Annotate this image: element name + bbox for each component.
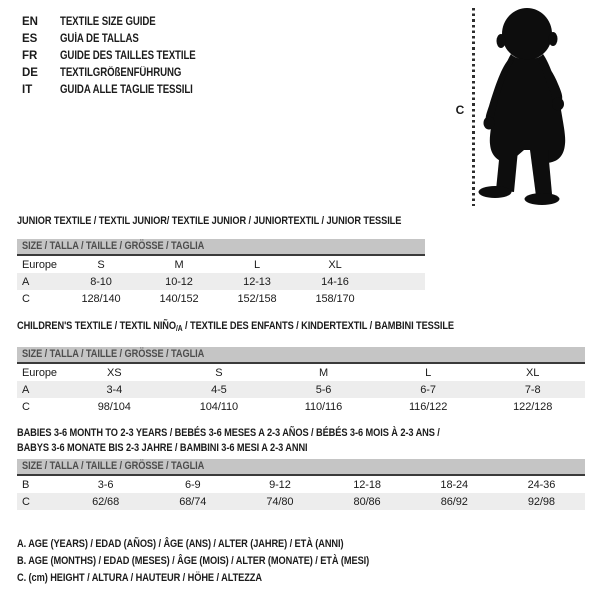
table-cell: 8-10 xyxy=(90,275,112,288)
table-cell: 6-9 xyxy=(184,478,201,491)
baby-figure xyxy=(448,0,600,216)
legend-line-a xyxy=(17,536,436,553)
table-cell: 152/158 xyxy=(237,292,277,305)
row-label: C xyxy=(22,292,30,305)
language-code: FR xyxy=(22,49,38,62)
junior-title-text: JUNIOR TEXTILE / TEXTIL JUNIOR/ TEXTILE JUNIOR / JUNIORTEXTIL / JUNIOR TESSILE xyxy=(17,215,402,227)
table-cell: 7-8 xyxy=(524,383,541,396)
size-bar xyxy=(17,239,425,256)
row-label: A xyxy=(22,275,30,288)
language-label: TEXTILE SIZE GUIDE xyxy=(60,15,156,28)
babies-section xyxy=(17,426,585,510)
legend-line-b-text: B. AGE (MONTHS) / EDAD (MESES) / ÂGE (MOIS) / ALTER (MONATE) / ETÀ (MESI) xyxy=(17,555,370,567)
row-label: B xyxy=(22,478,30,491)
language-code: ES xyxy=(22,32,38,45)
babies-title-line1 xyxy=(17,426,585,441)
column-header: L xyxy=(425,366,432,379)
table-cell: 158/170 xyxy=(315,292,355,305)
table-cell: 86/92 xyxy=(440,495,468,508)
table-cell: 12-18 xyxy=(353,478,381,491)
table-cell: 98/104 xyxy=(97,400,131,413)
legend-line-a-text: A. AGE (YEARS) / EDAD (AÑOS) / ÂGE (ANS) / ALTER (JAHRE) / ETÀ (ANNI) xyxy=(17,538,344,550)
language-row-fr xyxy=(22,47,222,64)
junior-section xyxy=(17,215,425,307)
junior-title xyxy=(17,215,425,227)
table-cell: 110/116 xyxy=(304,400,343,413)
row-label: C xyxy=(22,495,30,508)
table-cell: 116/122 xyxy=(408,400,448,413)
language-code: DE xyxy=(22,66,38,79)
table-cell: 104/110 xyxy=(199,400,239,413)
language-label: TEXTILGRÖßENFÜHRUNG xyxy=(60,66,182,79)
language-label: GUIDE DES TAILLES TEXTILE xyxy=(60,49,196,62)
table-cell: 122/128 xyxy=(513,400,553,413)
table-row xyxy=(17,476,585,493)
table-row xyxy=(17,273,425,290)
language-code: IT xyxy=(22,83,33,96)
column-header: M xyxy=(174,258,184,271)
table-cell: 128/140 xyxy=(81,292,121,305)
children-title xyxy=(17,320,585,332)
size-bar-label: SIZE / TALLA / TAILLE / GRÖSSE / TAGLIA xyxy=(22,348,205,360)
column-header: XL xyxy=(328,258,342,271)
language-label: GUIDA ALLE TAGLIE TESSILI xyxy=(60,83,193,96)
table-cell: 24-36 xyxy=(527,478,556,491)
column-header: L xyxy=(253,258,261,271)
table-cell: 80/86 xyxy=(353,495,381,508)
table-cell: 6-7 xyxy=(420,383,436,396)
children-title-text xyxy=(17,320,454,335)
size-bar xyxy=(17,347,585,364)
children-title-pre: CHILDREN'S TEXTILE / TEXTIL NIÑO xyxy=(17,320,176,332)
column-header: M xyxy=(318,366,329,379)
babies-title-line2-text: BABYS 3-6 MONATE BIS 2-3 JAHRE / BAMBINI 3-6 MESI A 2-3 ANNI xyxy=(17,442,308,454)
table-cell: 68/74 xyxy=(179,495,207,508)
children-section xyxy=(17,320,585,415)
column-header: Europe xyxy=(22,366,57,379)
language-list xyxy=(22,13,222,98)
row-label: C xyxy=(22,400,30,413)
legend-line-c xyxy=(17,570,436,587)
size-bar-label: SIZE / TALLA / TAILLE / GRÖSSE / TAGLIA xyxy=(22,240,205,252)
table-cell: 9-12 xyxy=(269,478,291,491)
size-bar-label: SIZE / TALLA / TAILLE / GRÖSSE / TAGLIA xyxy=(22,460,205,472)
language-label: GUÍA DE TALLAS xyxy=(60,32,139,45)
language-row-it xyxy=(22,81,222,98)
column-header: S xyxy=(97,258,105,271)
table-cell: 5-6 xyxy=(315,383,332,396)
table-cell: 14-16 xyxy=(321,275,349,288)
table-cell: 12-13 xyxy=(243,275,271,288)
table-cell: 3-4 xyxy=(106,383,123,396)
babies-title-line2 xyxy=(17,441,585,456)
language-row-de xyxy=(22,64,222,81)
table-row xyxy=(17,381,585,398)
table-cell: 140/152 xyxy=(159,292,199,305)
table-cell: 10-12 xyxy=(165,275,193,288)
legend-line-b xyxy=(17,553,436,570)
height-marker-line xyxy=(472,8,475,206)
legend xyxy=(17,536,436,587)
row-label: A xyxy=(22,383,30,396)
table-row xyxy=(17,398,585,415)
table-header-row xyxy=(17,364,585,381)
language-code: EN xyxy=(22,15,38,28)
height-marker-label: C xyxy=(455,103,465,117)
table-cell: 18-24 xyxy=(440,478,469,491)
column-header: Europe xyxy=(22,258,57,271)
table-cell: 74/80 xyxy=(266,495,294,508)
babies-title-line1-text: BABIES 3-6 MONTH TO 2-3 YEARS / BEBÉS 3-6 MESES A 2-3 AÑOS / BÉBÉS 3-6 MOIS À 2-3 ANS / xyxy=(17,427,440,439)
table-row xyxy=(17,493,585,510)
language-row-en xyxy=(22,13,222,30)
table-cell: 4-5 xyxy=(211,383,227,396)
language-row-es xyxy=(22,30,222,47)
column-header: XL xyxy=(526,366,540,379)
size-bar xyxy=(17,459,585,476)
baby-silhouette-icon xyxy=(478,4,578,212)
children-title-post: / TEXTILE DES ENFANTS / KINDERTEXTIL / BAMBINI TESSILE xyxy=(182,320,454,332)
children-title-sub: /A xyxy=(175,324,183,333)
legend-line-c-text: C. (cm) HEIGHT / ALTURA / HAUTEUR / HÖHE / ALTEZZA xyxy=(17,572,262,584)
table-cell: 62/68 xyxy=(92,495,120,508)
table-header-row xyxy=(17,256,425,273)
table-cell: 92/98 xyxy=(527,495,555,508)
table-cell: 3-6 xyxy=(97,478,114,491)
table-row xyxy=(17,290,425,307)
column-header: XS xyxy=(107,366,122,379)
column-header: S xyxy=(215,366,223,379)
